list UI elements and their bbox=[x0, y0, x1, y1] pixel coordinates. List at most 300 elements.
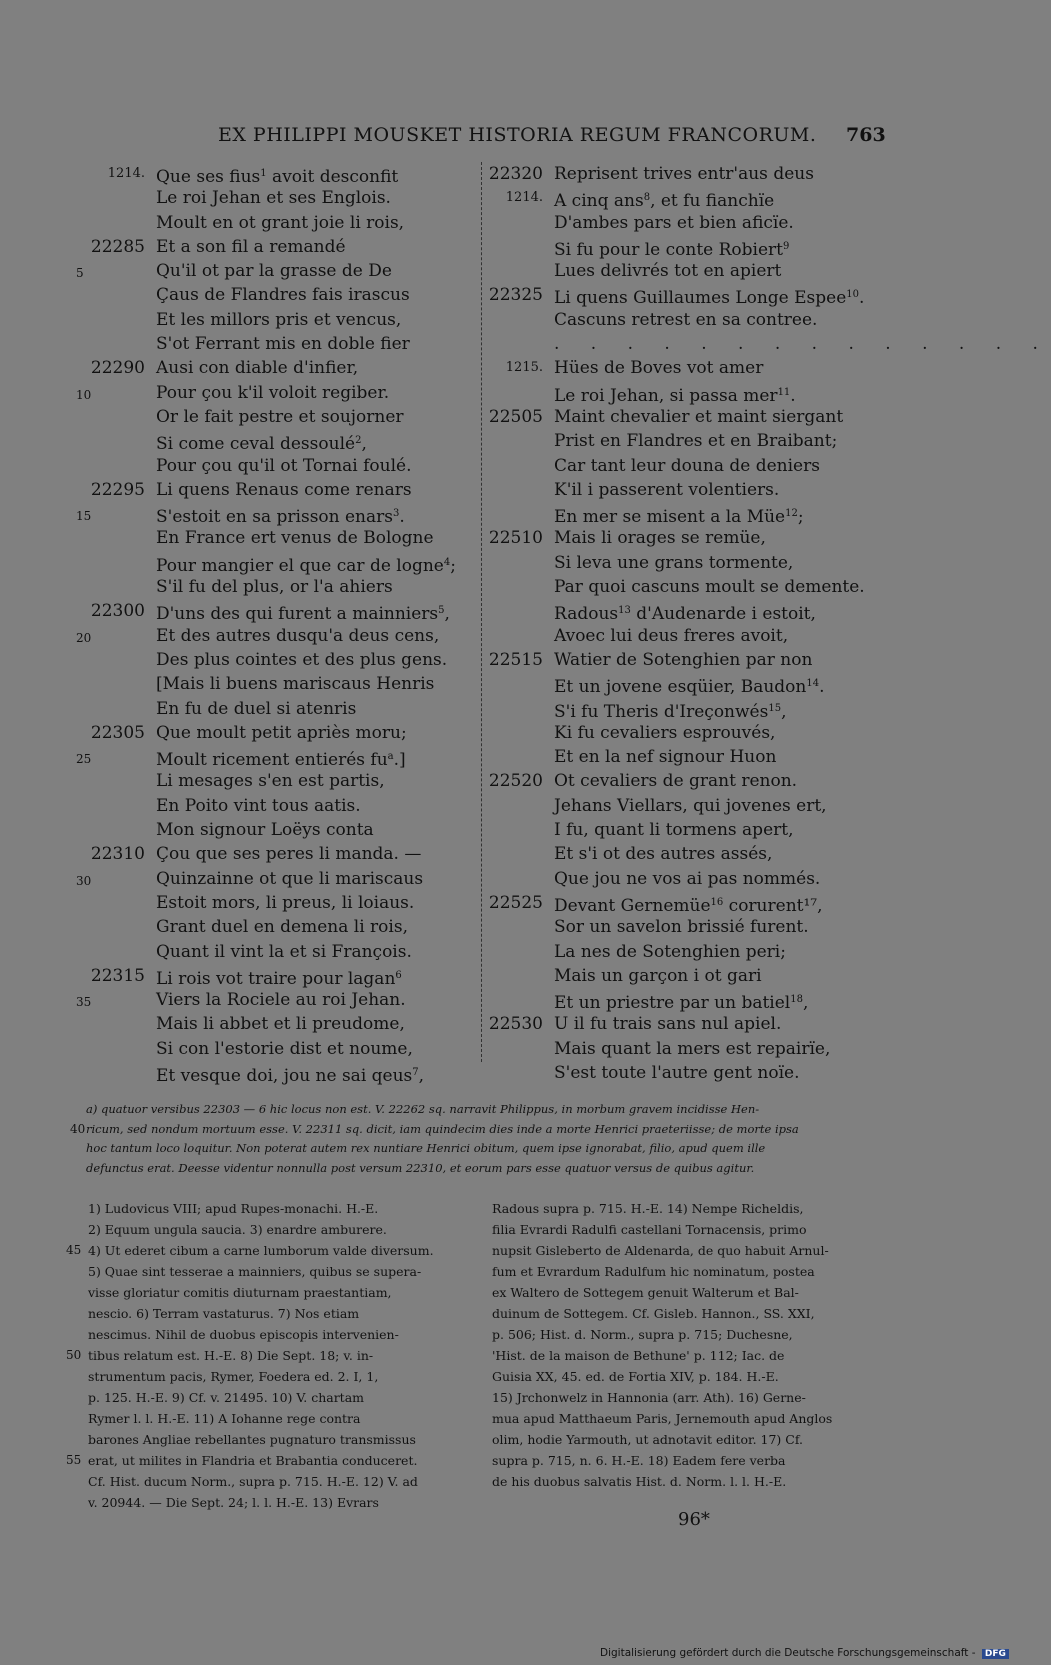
verse-line bbox=[488, 672, 888, 696]
verse-tail: , bbox=[361, 434, 367, 455]
verse-main: Par quoi cascuns moult se demente. bbox=[554, 577, 865, 598]
footnote-text: v. 20944. — Die Sept. 24; l. l. H.-E. 13) Evrars bbox=[88, 1495, 379, 1510]
footnote-line bbox=[492, 1240, 882, 1261]
verse-line bbox=[488, 940, 888, 964]
verse-main: Et s'i ot des autres assés, bbox=[554, 844, 773, 865]
verse-text bbox=[156, 551, 456, 578]
verse-main: Quant il vint la et si François. bbox=[156, 941, 412, 962]
verse-main: En France ert venus de Bologne bbox=[156, 528, 434, 549]
verse-text bbox=[156, 186, 391, 210]
footnote-text: Guisia XX, 45. ed. de Fortia XIV, p. 184. H.-E. bbox=[492, 1369, 779, 1384]
verse-text bbox=[554, 478, 779, 502]
verse-line bbox=[488, 867, 888, 891]
verse-number: 1214. bbox=[505, 190, 543, 206]
verse-tail: , et fu fianchïe bbox=[650, 191, 775, 212]
verse-text bbox=[156, 769, 385, 793]
verse-main: S'est toute l'autre gent noïe. bbox=[554, 1062, 800, 1083]
margin-line-number: 40 bbox=[70, 1121, 86, 1136]
verse-tail: . bbox=[399, 507, 405, 528]
verse-number: 22510 bbox=[488, 528, 543, 549]
verse-line bbox=[488, 405, 888, 429]
verse-line bbox=[90, 1037, 480, 1061]
verse-main: Hües de Boves vot amer bbox=[554, 358, 764, 379]
verse-line bbox=[90, 940, 480, 964]
footnote-text: strumentum pacis, Rymer, Foedera ed. 2. I, 1, bbox=[88, 1369, 379, 1384]
verse-line bbox=[76, 988, 480, 1012]
right-verse-column bbox=[488, 162, 1051, 1085]
verse-text bbox=[554, 526, 766, 550]
verse-line bbox=[488, 526, 888, 550]
verse-main: [Mais li buens mariscaus Henris bbox=[156, 674, 435, 695]
verse-text bbox=[156, 867, 423, 891]
verse-line bbox=[488, 891, 888, 915]
verse-line bbox=[90, 648, 480, 672]
verse-main: I fu, quant li tormens apert, bbox=[554, 820, 794, 841]
verse-line bbox=[90, 454, 480, 478]
verse-main: Estoit mors, li preus, li loiaus. bbox=[156, 892, 415, 913]
verse-main: Quinzainne ot que li mariscaus bbox=[156, 868, 424, 889]
verse-line bbox=[488, 1061, 888, 1085]
footnote-text: Radous supra p. 715. H.-E. 14) Nempe Richeldis, bbox=[492, 1201, 804, 1216]
verse-text bbox=[554, 794, 827, 818]
verse-main: U il fu trais sans nul apiel. bbox=[554, 1014, 782, 1035]
footnote-text: p. 506; Hist. d. Norm., supra p. 715; Duchesne, bbox=[492, 1327, 793, 1342]
footnote-line bbox=[492, 1219, 882, 1240]
verse-main: Çaus de Flandres fais irascus bbox=[156, 285, 410, 306]
verse-main: Reprisent trives entr'aus deus bbox=[554, 164, 814, 184]
verse-main: Ki fu cevaliers esprouvés, bbox=[554, 722, 776, 743]
critical-apparatus bbox=[70, 1100, 880, 1178]
verse-main: La nes de Sotenghien peri; bbox=[554, 941, 786, 962]
verse-main: Que ses fius bbox=[156, 167, 261, 187]
verse-main: Pour mangier el que car de logne bbox=[156, 555, 444, 576]
verse-main: S'ot Ferrant mis en doble fier bbox=[156, 334, 410, 355]
footnote-ref: 10 bbox=[846, 289, 860, 301]
verse-text bbox=[554, 1061, 799, 1085]
verse-line bbox=[488, 745, 888, 769]
apparatus-text: hoc tantum loco loquitur. Non poterat autem rex nuntiare Henrici obitum, quem ipse ignorabat, filio, apud quem ille bbox=[86, 1141, 766, 1155]
verse-main: Mais li abbet et li preudome, bbox=[156, 1014, 405, 1035]
verse-text bbox=[554, 356, 763, 380]
footnote-line bbox=[492, 1324, 882, 1345]
verse-main: Pour çou qu'il ot Tornai foulé. bbox=[156, 455, 412, 476]
verse-text bbox=[554, 940, 786, 964]
verse-text bbox=[554, 429, 837, 453]
verse-text bbox=[554, 672, 825, 699]
verse-text bbox=[554, 745, 776, 769]
footnote-line bbox=[492, 1450, 882, 1471]
footnote-ref: 9 bbox=[783, 240, 790, 252]
footnote-text: filia Evrardi Radulfi castellani Tornacensis, primo bbox=[492, 1222, 807, 1237]
verse-line bbox=[488, 575, 888, 599]
verse-main: Et un priestre par un batiel bbox=[554, 993, 791, 1014]
verse-number: 22505 bbox=[488, 406, 543, 427]
footnote-line bbox=[492, 1282, 882, 1303]
verse-main: A cinq ans bbox=[554, 191, 644, 212]
verse-number: 22520 bbox=[488, 771, 543, 792]
footnote-line bbox=[88, 1492, 476, 1513]
verse-main: Ausi con diable d'infier, bbox=[156, 358, 359, 379]
verse-line bbox=[90, 964, 480, 988]
verse-text bbox=[156, 624, 439, 648]
footnote-text: visse gloriatur comitis diuturnam praestantiam, bbox=[88, 1285, 392, 1300]
verse-main: Avoec lui deus freres avoit, bbox=[554, 625, 789, 646]
verse-tail: , bbox=[418, 1065, 425, 1086]
verse-main: Li quens Renaus come renars bbox=[156, 479, 412, 500]
verse-text bbox=[554, 624, 788, 648]
verse-text bbox=[156, 842, 421, 866]
verse-line bbox=[90, 332, 480, 356]
verse-main: En fu de duel si atenris bbox=[156, 698, 357, 719]
verse-text bbox=[554, 648, 812, 672]
footnote-line bbox=[88, 1198, 476, 1219]
verse-line bbox=[488, 454, 888, 478]
verse-line bbox=[488, 648, 888, 672]
verse-main: Si come ceval dessoulé bbox=[156, 434, 356, 455]
verse-line bbox=[90, 356, 480, 380]
footnote-text: ex Waltero de Sottegem genuit Walterum et Bal- bbox=[492, 1285, 799, 1300]
footnote-line bbox=[88, 1261, 476, 1282]
verse-line bbox=[90, 672, 480, 696]
verse-line bbox=[488, 794, 888, 818]
sheet-mark: 96* bbox=[678, 1509, 710, 1530]
apparatus-line bbox=[86, 1159, 880, 1179]
verse-text bbox=[156, 818, 374, 842]
verse-line bbox=[90, 235, 480, 259]
verse-text bbox=[554, 964, 762, 988]
footnote-line bbox=[492, 1261, 882, 1282]
verse-text bbox=[156, 454, 412, 478]
verse-text bbox=[554, 381, 796, 408]
verse-line bbox=[90, 575, 480, 599]
verse-text bbox=[156, 891, 414, 915]
footnote-ref: 15 bbox=[768, 702, 782, 714]
footnote-line bbox=[88, 1408, 476, 1429]
verse-text bbox=[156, 259, 392, 283]
apparatus-line bbox=[86, 1139, 880, 1159]
verse-main: Le roi Jehan, si passa mer bbox=[554, 385, 778, 406]
footnote-line bbox=[88, 1219, 476, 1240]
verse-text bbox=[156, 575, 393, 599]
footnote-line bbox=[492, 1198, 882, 1219]
verse-text bbox=[156, 1012, 405, 1036]
verse-text bbox=[156, 381, 389, 405]
verse-text bbox=[554, 405, 843, 429]
margin-line-number: 30 bbox=[76, 873, 92, 888]
verse-number: 22320 bbox=[488, 164, 543, 184]
verse-line bbox=[488, 283, 888, 307]
verse-text bbox=[156, 964, 402, 991]
verse-main: D'uns des qui furent a mainniers bbox=[156, 604, 439, 625]
verse-line bbox=[90, 429, 480, 453]
footnote-text: olim, hodie Yarmouth, ut adnotavit editor. 17) Cf. bbox=[492, 1432, 804, 1447]
running-title: EX PHILIPPI MOUSKET HISTORIA REGUM FRANCORUM. bbox=[218, 124, 817, 146]
verse-main: Devant Gernemüe bbox=[554, 895, 711, 916]
verse-main: Si fu pour le conte Robiert bbox=[554, 239, 784, 260]
verse-line bbox=[90, 283, 480, 307]
verse-line bbox=[90, 599, 480, 623]
footnote-text: de his duobus salvatis Hist. d. Norm. l. l. H.-E. bbox=[492, 1474, 787, 1489]
verse-tail: , bbox=[444, 604, 450, 625]
footnote-text: supra p. 715, n. 6. H.-E. 18) Eadem fere verba bbox=[492, 1453, 786, 1468]
verse-line bbox=[90, 186, 480, 210]
verse-text bbox=[554, 915, 809, 939]
verse-line bbox=[488, 502, 888, 526]
apparatus-line bbox=[86, 1100, 880, 1120]
verse-line bbox=[488, 1037, 888, 1061]
footnote-line bbox=[88, 1366, 476, 1387]
verse-line bbox=[488, 721, 888, 745]
verse-line bbox=[90, 405, 480, 429]
footnote-ref: 8 bbox=[643, 192, 651, 204]
verse-main: En Poito vint tous aatis. bbox=[156, 795, 361, 816]
verse-number: 22525 bbox=[488, 892, 543, 913]
verse-number: 1215. bbox=[505, 360, 543, 376]
verse-line bbox=[90, 1012, 480, 1036]
verse-text bbox=[156, 1061, 424, 1088]
footnote-text: erat, ut milites in Flandria et Brabantia conduceret. bbox=[88, 1453, 418, 1468]
verse-number: 22515 bbox=[488, 649, 543, 670]
footnote-text: p. 125. H.-E. 9) Cf. v. 21495. 10) V. chartam bbox=[88, 1390, 365, 1405]
verse-main: Si leva une grans tormente, bbox=[554, 552, 794, 573]
verse-main: Mais un garçon i ot gari bbox=[554, 965, 762, 986]
verse-text bbox=[156, 332, 410, 356]
verse-text bbox=[554, 502, 804, 529]
verse-text bbox=[554, 259, 781, 283]
margin-line-number: 15 bbox=[76, 509, 92, 524]
verse-line bbox=[76, 259, 480, 283]
verse-text bbox=[156, 745, 406, 772]
margin-line-number: 25 bbox=[76, 752, 92, 767]
verse-main: Moult ricement entierés fu bbox=[156, 750, 388, 771]
verse-tail: . bbox=[790, 385, 796, 406]
verse-text bbox=[554, 818, 794, 842]
footnote-text: 4) Ut ederet cibum a carne lumborum valde diversum. bbox=[88, 1243, 434, 1258]
verse-line bbox=[90, 308, 480, 332]
verse-main: Li mesages s'en est partis, bbox=[156, 771, 385, 792]
verse-text bbox=[156, 502, 405, 529]
footnote-ref: 16 bbox=[710, 896, 724, 908]
footnote-text: fum et Evrardum Radulfum hic nominatum, postea bbox=[492, 1264, 815, 1279]
footnote-ref: 6 bbox=[395, 969, 402, 981]
footnote-line bbox=[492, 1408, 882, 1429]
verse-main: Et a son fil a remandé bbox=[156, 236, 346, 257]
verse-text bbox=[156, 283, 410, 307]
verse-main: Et des autres dusqu'a deus cens, bbox=[156, 625, 440, 646]
verse-main: Maint chevalier et maint siergant bbox=[554, 406, 844, 427]
verse-text bbox=[156, 308, 401, 332]
verse-main: S'il fu del plus, or l'a ahiers bbox=[156, 577, 393, 598]
verse-tail: .] bbox=[393, 750, 406, 771]
verse-line bbox=[488, 356, 888, 380]
verse-main: . . . . . . . . . . . . . . bbox=[554, 334, 1051, 355]
verse-text bbox=[156, 672, 434, 696]
verse-text bbox=[554, 186, 774, 213]
footnote-line bbox=[492, 1366, 882, 1387]
footnote-line bbox=[492, 1387, 882, 1408]
footnote-text: tibus relatum est. H.-E. 8) Die Sept. 18; v. in- bbox=[88, 1348, 374, 1363]
verse-line bbox=[90, 526, 480, 550]
footnote-text: nescimus. Nihil de duobus episcopis intervenien- bbox=[88, 1327, 399, 1342]
verse-line bbox=[90, 211, 480, 235]
verse-number: 22290 bbox=[90, 358, 145, 379]
verse-main: Et en la nef signour Huon bbox=[554, 747, 777, 768]
verse-line bbox=[90, 721, 480, 745]
verse-main: Cascuns retrest en sa contree. bbox=[554, 309, 818, 330]
footnote-line bbox=[66, 1240, 476, 1261]
verse-tail: avoit desconfit bbox=[266, 167, 399, 187]
verse-tail: . bbox=[859, 288, 865, 309]
verse-line bbox=[90, 478, 480, 502]
verse-line bbox=[488, 1012, 888, 1036]
verse-number: 22305 bbox=[90, 722, 145, 743]
verse-text bbox=[554, 235, 789, 262]
footnote-text: barones Angliae rebellantes pugnaturo transmissus bbox=[88, 1432, 416, 1447]
verse-text bbox=[554, 454, 820, 478]
footnote-line bbox=[66, 1450, 476, 1471]
footnotes-right bbox=[492, 1198, 882, 1492]
verse-main: Et un jovene esqüier, Baudon bbox=[554, 677, 807, 698]
verse-main: S'i fu Theris d'Ireçonwés bbox=[554, 701, 769, 722]
verse-main: Mon signour Loëys conta bbox=[156, 820, 374, 841]
footnote-ref: 14 bbox=[806, 678, 820, 690]
verse-line bbox=[488, 769, 888, 793]
verse-line bbox=[488, 211, 888, 235]
footnote-ref: a bbox=[387, 751, 394, 763]
verse-text bbox=[554, 988, 808, 1015]
verse-text bbox=[156, 648, 447, 672]
verse-text bbox=[156, 478, 412, 502]
verse-line bbox=[76, 624, 480, 648]
verse-number: 22315 bbox=[90, 965, 145, 986]
verse-line bbox=[90, 551, 480, 575]
verse-main: Que jou ne vos ai pas nommés. bbox=[554, 868, 821, 889]
verse-tail: ; bbox=[797, 507, 804, 528]
margin-line-number: 45 bbox=[66, 1243, 82, 1257]
verse-text bbox=[156, 599, 450, 626]
footnote-text: 2) Equum ungula saucia. 3) enardre amburere. bbox=[88, 1222, 387, 1237]
dfg-logo: DFG bbox=[982, 1649, 1009, 1659]
verse-line bbox=[488, 964, 888, 988]
verse-main: Sor un savelon brissié furent. bbox=[554, 917, 809, 938]
verse-text bbox=[554, 308, 817, 332]
verse-line bbox=[90, 842, 480, 866]
verse-main: Le roi Jehan et ses Englois. bbox=[156, 188, 391, 209]
verse-main: Watier de Sotenghien par non bbox=[554, 649, 813, 670]
verse-main: Moult en ot grant joie li rois, bbox=[156, 212, 405, 233]
verse-line bbox=[90, 891, 480, 915]
verse-text bbox=[156, 940, 412, 964]
verse-line bbox=[90, 697, 480, 721]
apparatus-text: ricum, sed nondum mortuum esse. V. 22311 sq. dicit, iam quindecim dies inde a morte Henrici praeteriisse; de morte ipsa bbox=[86, 1121, 799, 1136]
verse-text bbox=[156, 1037, 413, 1061]
verse-tail: , bbox=[802, 993, 809, 1014]
verse-main: Or le fait pestre et soujorner bbox=[156, 406, 404, 427]
page-number: 763 bbox=[846, 124, 886, 146]
footnote-line bbox=[88, 1324, 476, 1345]
verse-text bbox=[156, 794, 361, 818]
verse-line bbox=[488, 162, 888, 186]
verse-number: 1214. bbox=[107, 166, 145, 181]
digitization-credit[interactable] bbox=[600, 1647, 1009, 1659]
footnote-ref: 11 bbox=[777, 386, 791, 398]
margin-line-number: 55 bbox=[66, 1453, 82, 1467]
footnote-line bbox=[88, 1303, 476, 1324]
footnote-text: Cf. Hist. ducum Norm., supra p. 715. H.-E. 12) V. ad bbox=[88, 1474, 418, 1489]
verse-text bbox=[554, 283, 864, 310]
verse-main: Des plus cointes et des plus gens. bbox=[156, 649, 448, 670]
verse-line bbox=[90, 818, 480, 842]
footnote-line bbox=[88, 1471, 476, 1492]
verse-text bbox=[156, 915, 408, 939]
verse-text bbox=[156, 697, 356, 721]
footnote-ref: 2 bbox=[355, 435, 362, 447]
verse-tail: , bbox=[781, 701, 787, 722]
footnote-line bbox=[88, 1387, 476, 1408]
verse-text bbox=[156, 162, 398, 189]
footnote-ref: 5 bbox=[438, 605, 445, 617]
verse-line bbox=[76, 867, 480, 891]
margin-line-number: 5 bbox=[76, 266, 84, 281]
verse-line bbox=[488, 818, 888, 842]
verse-main: Radous bbox=[554, 604, 619, 625]
verse-number: 22310 bbox=[90, 844, 145, 865]
verse-main: Li rois vot traire pour lagan bbox=[156, 968, 396, 989]
verse-main: Mais li orages se remüe, bbox=[554, 528, 766, 549]
verse-text bbox=[156, 356, 358, 380]
footnote-ref: 18 bbox=[790, 994, 803, 1006]
footnote-line bbox=[492, 1303, 882, 1324]
verse-main: D'ambes pars et bien aficïe. bbox=[554, 212, 794, 233]
verse-number: 22530 bbox=[488, 1014, 543, 1035]
verse-text bbox=[554, 1037, 830, 1061]
verse-line bbox=[488, 308, 888, 332]
footnote-ref: 13 bbox=[618, 605, 631, 617]
left-verse-column bbox=[76, 162, 480, 1086]
footnote-text: 5) Quae sint tesserae a mainniers, quibus se supera- bbox=[88, 1264, 422, 1279]
verse-line bbox=[488, 381, 888, 405]
verse-main: Lues delivrés tot en apiert bbox=[554, 261, 782, 282]
verse-tail: corurent¹⁷, bbox=[723, 895, 823, 916]
apparatus-text: defunctus erat. Deesse videntur nonnulla post versum 22310, et eorum pars esse quatuor versus de quibus agitur. bbox=[86, 1160, 755, 1175]
verse-line bbox=[488, 429, 888, 453]
verse-line bbox=[76, 745, 480, 771]
verse-line bbox=[488, 186, 888, 210]
column-divider bbox=[481, 162, 482, 1062]
verse-main: En mer se misent a la Müe bbox=[554, 507, 786, 528]
footnote-line bbox=[88, 1429, 476, 1450]
verse-main: Car tant leur douna de deniers bbox=[554, 455, 820, 476]
verse-line bbox=[90, 915, 480, 939]
margin-line-number: 50 bbox=[66, 1348, 82, 1362]
footnote-text: nescio. 6) Terram vastaturus. 7) Nos etiam bbox=[88, 1306, 360, 1321]
verse-main: Et vesque doi, jou ne sai qeus bbox=[156, 1065, 413, 1086]
footnote-ref: 12 bbox=[785, 508, 798, 520]
verse-text bbox=[554, 697, 786, 724]
verse-line bbox=[488, 599, 888, 623]
verse-text bbox=[554, 211, 794, 235]
verse-line bbox=[488, 915, 888, 939]
verse-text bbox=[554, 1012, 781, 1036]
verse-tail: d'Audenarde i estoit, bbox=[630, 604, 816, 625]
margin-line-number: 20 bbox=[76, 630, 92, 645]
verse-main: Mais quant la mers est repairïe, bbox=[554, 1038, 831, 1059]
verse-text bbox=[156, 526, 434, 550]
verse-line bbox=[488, 478, 888, 502]
margin-line-number: 10 bbox=[76, 387, 92, 402]
footnote-line bbox=[88, 1282, 476, 1303]
verse-text bbox=[554, 721, 775, 745]
